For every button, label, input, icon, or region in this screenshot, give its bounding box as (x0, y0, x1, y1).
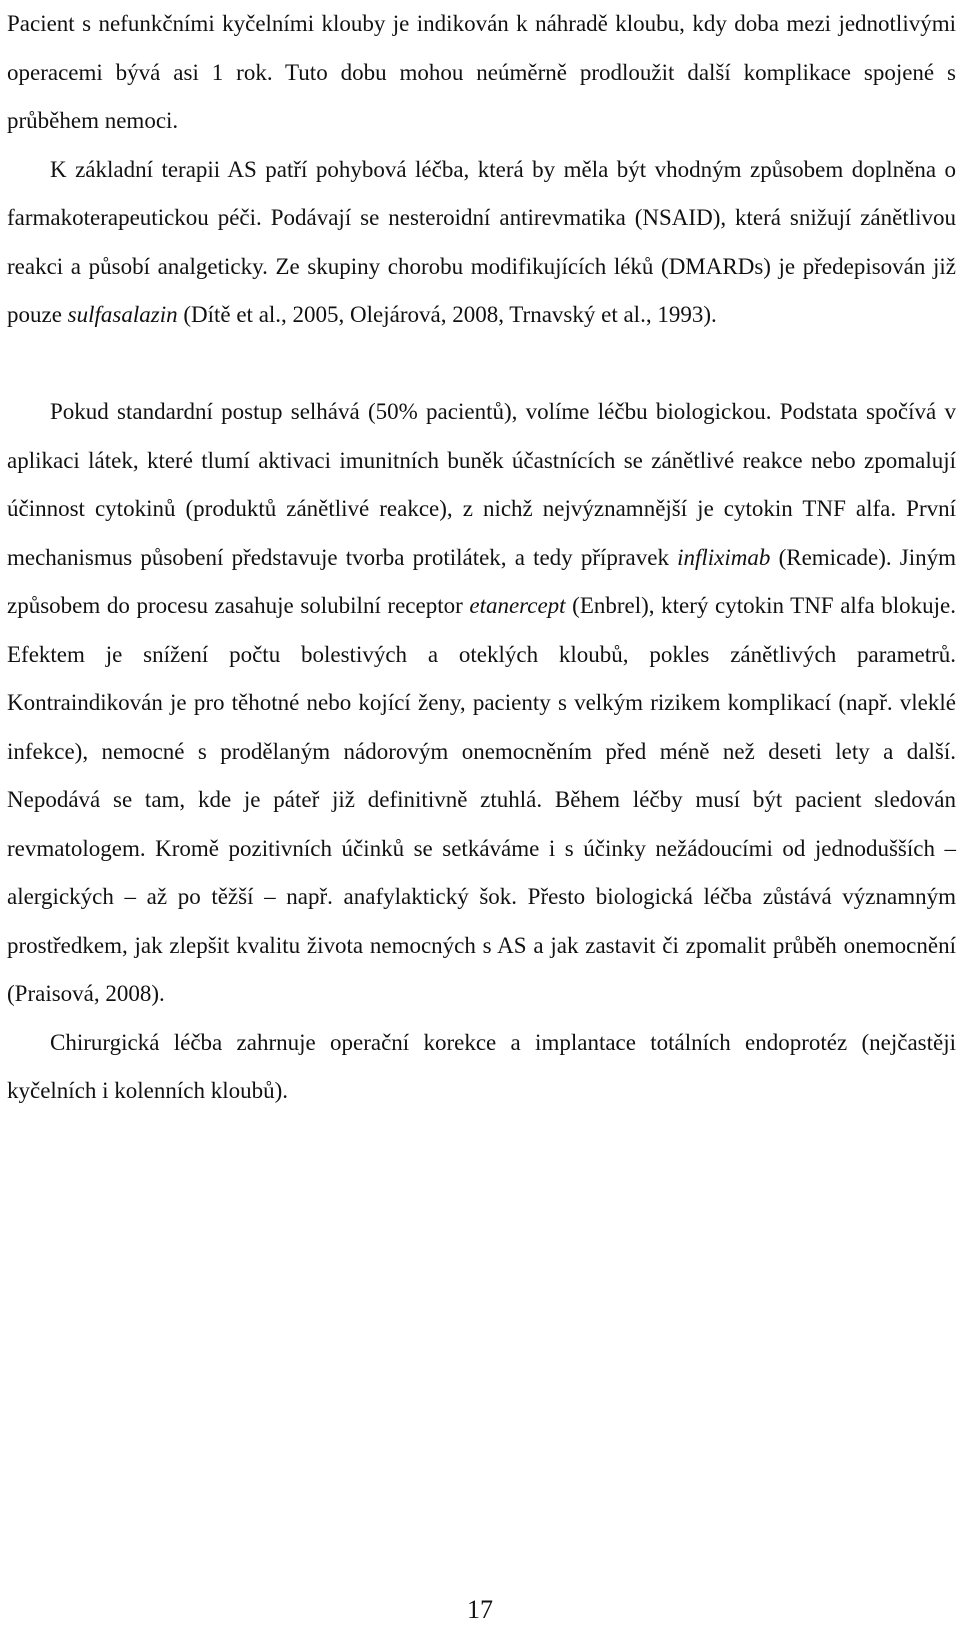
paragraph-biological-therapy (7, 388, 956, 1019)
paragraph-basic-therapy (7, 146, 956, 340)
paragraph-hip-replacement: Pacient s nefunkčními kyčelními klouby je indikován k náhradě kloubu, kdy doba mezi jednotlivými operacemi bývá asi 1 rok. Tuto dobu mohou neúměrně prodloužit další komplikace spojené s průběhem nemoci. (7, 11, 956, 133)
page-number: 17 (467, 1595, 493, 1624)
basic-therapy-citation: (Dítě et al., 2005, Olejárová, 2008, Trnavský et al., 1993). (177, 302, 717, 327)
paragraph-surgical-therapy: Chirurgická léčba zahrnuje operační korekce a implantace totálních endoprotéz (nejčastěji kyčelních i kolenních kloubů). (7, 1029, 956, 1103)
basic-therapy-text: K základní terapii AS patří pohybová léčba, která by měla být vhodným způsobem doplněna o farmakoterapeutickou péči. Podávají se nesteroidní antirevmatika (NSAID), která snižují zánětlivou reakci a působí analgeticky. Ze skupiny chorobu modifikujících léků (DMARDs) je předepisován již pouze (7, 156, 956, 327)
drug-sulfasalazin: sulfasalazin (67, 302, 178, 327)
drug-etanercept: etanercept (469, 593, 566, 618)
body-text (7, 0, 956, 1116)
biological-therapy-text-3: (Enbrel), který cytokin TNF alfa blokuje. Efektem je snížení počtu bolestivých a oteklých kloubů, pokles zánětlivých parametrů. Kontraindikován je pro těhotné nebo kojící ženy, pacienty s velkým rizikem komplikací (např. vleklé infekce), nemocné s prodělaným nádorovým onemocněním před méně než deseti lety a další. Nepodává se tam, kde je páteř již definitivně ztuhlá. Během léčby musí být pacient sledován revmatologem. Kromě pozitivních účinků se setkáváme i s účinky nežádoucími od jednodušších – alergických – až po těžší – např. anafylaktický šok. Přesto biologická léčba zůstává významným prostředkem, jak zlepšit kvalitu života nemocných s AS a jak zastavit či zpomalit průběh onemocnění (Praisová, 2008). (7, 593, 956, 1006)
drug-infliximab: infliximab (677, 544, 771, 570)
biological-therapy-text-1: Pokud standardní postup selhává (50% pacientů), volíme léčbu biologickou. Podstata spočívá v aplikaci látek, které tlumí aktivaci imunitních buněk účastnících se zánětlivé reakce nebo zpomalují účinnost cytokinů (produktů zánětlivé reakce), z nichž nejvýznamnější je cytokin TNF alfa. První mechanismus působení představuje tvorba protilátek, a tedy přípravek (7, 399, 956, 570)
biological-therapy-text-2: (Remicade). Jiným způsobem do procesu zasahuje solubilní receptor (7, 544, 956, 618)
paragraph-gap (7, 340, 956, 389)
